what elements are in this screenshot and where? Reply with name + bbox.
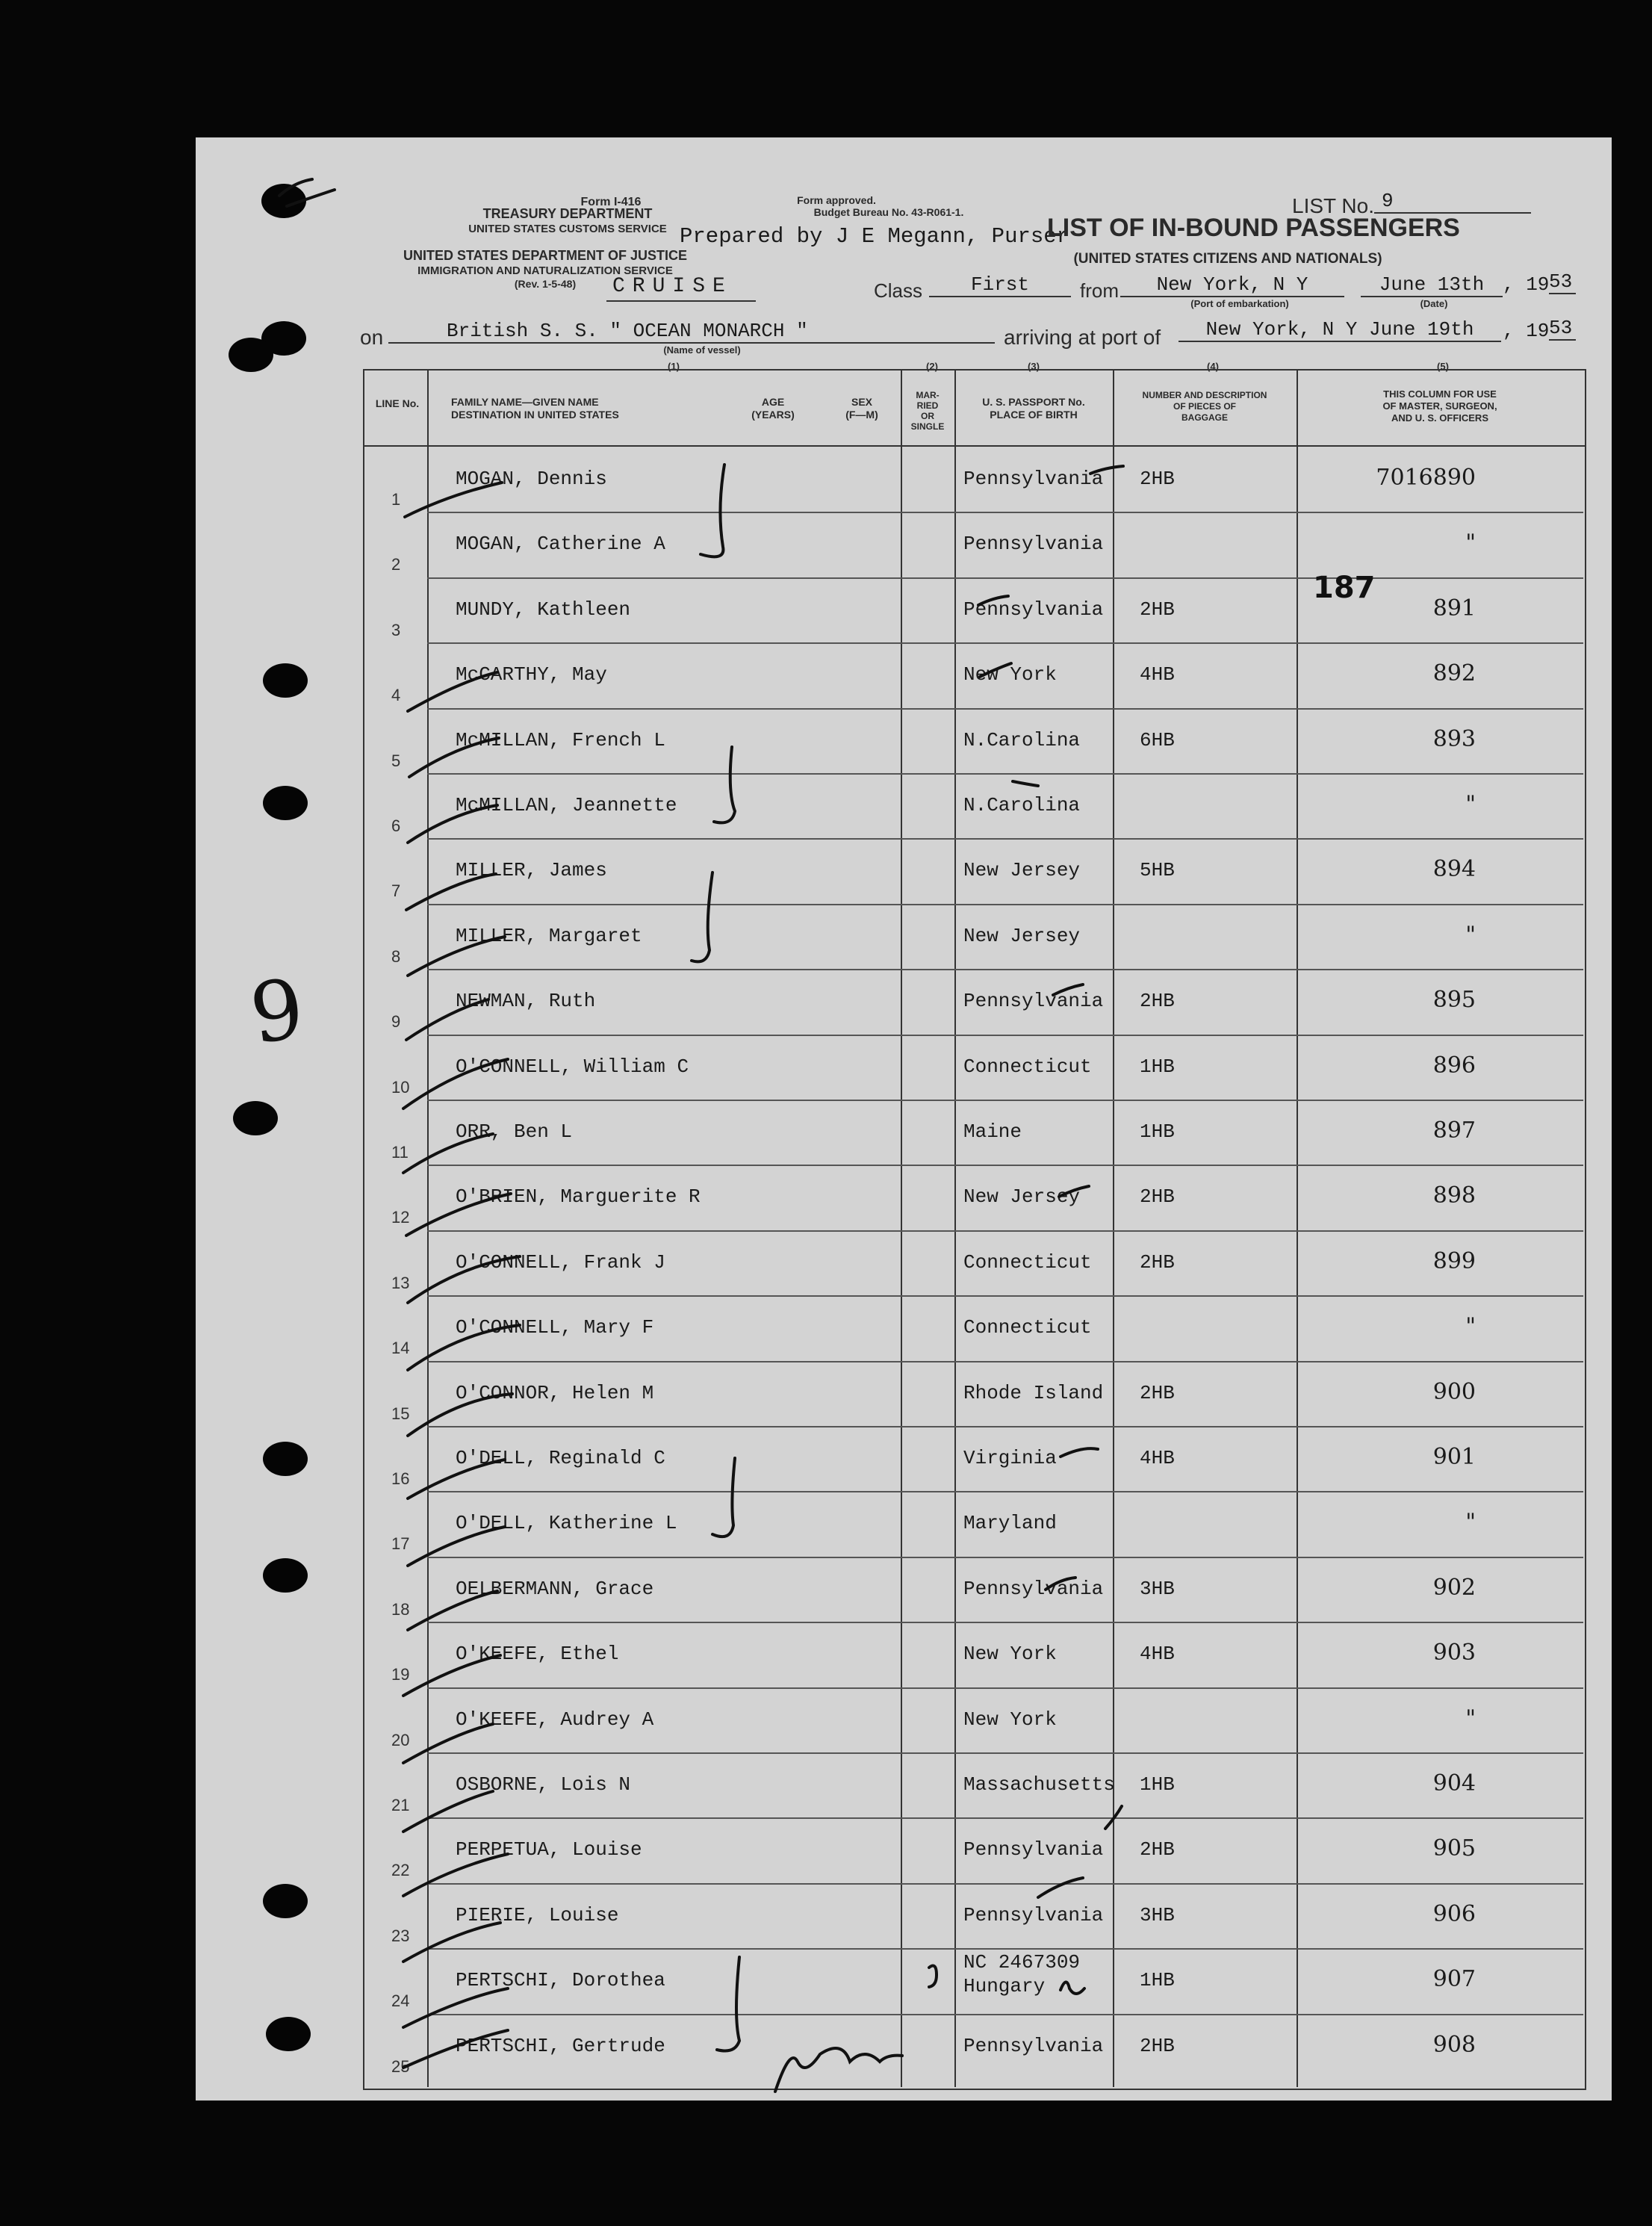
line-number: 12 — [391, 1208, 410, 1227]
table-row — [0, 1557, 1652, 1622]
baggage: 2HB — [1140, 2034, 1175, 2057]
table-row — [0, 1883, 1652, 1948]
baggage: 3HB — [1140, 1903, 1175, 1926]
baggage: 1HB — [1140, 1055, 1175, 1078]
birthplace: Maine — [963, 1120, 1022, 1143]
officer-number: 899 — [1432, 1247, 1476, 1274]
officer-number: " — [1465, 791, 1476, 817]
list-number: 9 — [1374, 190, 1531, 214]
col-number-3: (3) — [1028, 361, 1040, 372]
passenger-name: PERTSCHI, Gertrude — [456, 2034, 665, 2057]
birthplace: New York — [963, 663, 1057, 686]
revision-date: (Rev. 1-5-48) — [514, 278, 577, 290]
passenger-name: PIERIE, Louise — [456, 1903, 619, 1926]
manifest-title: LIST OF IN-BOUND PASSENGERS — [1047, 214, 1460, 242]
passenger-name: MOGAN, Dennis — [456, 468, 607, 490]
baggage: 5HB — [1140, 859, 1175, 882]
budget-bureau: Budget Bureau No. 43-R061-1. — [813, 206, 964, 218]
officer-number: 892 — [1432, 660, 1476, 687]
embarkation-year: 53 — [1549, 270, 1576, 294]
col-number-5: (5) — [1437, 361, 1449, 372]
passenger-name: PERPETUA, Louise — [456, 1838, 642, 1861]
passenger-name: O'CONNOR, Helen M — [456, 1381, 654, 1404]
prepared-by: Prepared by J E Megann, Purser — [680, 224, 1070, 249]
officer-number: 894 — [1432, 856, 1476, 883]
officer-number: 904 — [1432, 1770, 1476, 1796]
passenger-name: O'CONNELL, William C — [456, 1055, 689, 1078]
treasury-dept: TREASURY DEPARTMENT — [482, 206, 653, 221]
table-row — [0, 577, 1652, 642]
birthplace: Pennsylvania — [963, 1577, 1104, 1600]
header-line-no: LINE No. — [375, 397, 420, 409]
line-number: 5 — [391, 751, 401, 770]
officer-number: 898 — [1432, 1182, 1476, 1209]
baggage: 2HB — [1140, 468, 1175, 490]
header-officers: THIS COLUMN FOR USE OF MASTER, SURGEON, AND U. S. OFFICERS — [1382, 388, 1497, 424]
officer-number: 901 — [1432, 1444, 1476, 1470]
birthplace: New York — [963, 1643, 1057, 1666]
punch-hole — [229, 338, 273, 372]
line-number: 10 — [391, 1077, 410, 1097]
birthplace: New York — [963, 1708, 1057, 1731]
baggage: 2HB — [1140, 1381, 1175, 1404]
table-row — [0, 2014, 1652, 2079]
table-row — [0, 1230, 1652, 1295]
officer-number: 906 — [1432, 1900, 1476, 1927]
officer-number: 891 — [1432, 595, 1476, 621]
line-number: 11 — [391, 1143, 409, 1162]
table-row — [0, 1361, 1652, 1426]
line-number: 20 — [391, 1730, 410, 1749]
officer-number: 7016890 — [1376, 465, 1476, 491]
birthplace: New Jersey — [963, 1185, 1081, 1209]
passenger-name: O'BRIEN, Marguerite R — [456, 1185, 701, 1209]
line-number: 22 — [391, 1861, 410, 1880]
officer-number: " — [1465, 530, 1476, 556]
customs-service: UNITED STATES CUSTOMS SERVICE — [468, 223, 667, 235]
vessel-caption: (Name of vessel) — [663, 344, 741, 356]
birthplace: Pennsylvania — [963, 990, 1104, 1013]
officer-number: " — [1465, 921, 1476, 948]
passenger-name: ORR, Ben L — [456, 1120, 573, 1143]
officer-number: 893 — [1432, 725, 1476, 752]
table-row — [0, 1687, 1652, 1752]
line-number: 2 — [391, 555, 401, 574]
col-number-2: (2) — [926, 361, 938, 372]
on-label: on — [360, 326, 384, 349]
birthplace: Pennsylvania — [963, 533, 1104, 556]
birthplace: Connecticut — [963, 1316, 1092, 1339]
table-row — [0, 512, 1652, 577]
list-number-label: LIST No. — [1292, 194, 1374, 217]
justice-dept: UNITED STATES DEPARTMENT OF JUSTICE — [403, 248, 687, 263]
officer-number: 897 — [1432, 1117, 1476, 1144]
class-label: Class — [874, 279, 923, 302]
table-row — [0, 1622, 1652, 1687]
baggage: 2HB — [1140, 1838, 1175, 1861]
embarkation-caption: (Port of embarkation) — [1190, 298, 1289, 309]
officer-number: 907 — [1432, 1966, 1476, 1993]
punch-hole — [261, 184, 306, 218]
line-number: 6 — [391, 816, 401, 835]
passenger-name: McCARTHY, May — [456, 663, 607, 686]
line-number: 25 — [391, 2056, 410, 2076]
page-number-stamp: 187 — [1313, 571, 1376, 605]
baggage: 4HB — [1140, 1447, 1175, 1469]
from-label: from — [1080, 279, 1119, 302]
embarkation-port: New York, N Y — [1120, 273, 1344, 297]
table-row — [0, 838, 1652, 903]
arrival-year: 53 — [1549, 317, 1576, 341]
line-number: 9 — [391, 1012, 401, 1032]
birthplace: N.Carolina — [963, 728, 1081, 751]
header-sex: SEX (F—M) — [845, 396, 878, 421]
birthplace: Rhode Island — [963, 1381, 1104, 1404]
baggage: 2HB — [1140, 598, 1175, 621]
passenger-name: McMILLAN, French L — [456, 728, 665, 751]
passenger-name: MILLER, James — [456, 859, 607, 882]
officer-number: " — [1465, 1509, 1476, 1536]
header-baggage: NUMBER AND DESCRIPTION OF PIECES OF BAGGAGE — [1142, 390, 1267, 423]
passenger-name: O'KEEFE, Ethel — [456, 1643, 619, 1666]
officer-number: 895 — [1432, 987, 1476, 1014]
arrival-port-date: New York, N Y June 19th — [1179, 318, 1501, 342]
vessel-name: British S. S. " OCEAN MONARCH " — [388, 320, 995, 344]
cruise-underline — [606, 300, 756, 302]
arrival-year-prefix: , 19 — [1503, 320, 1550, 342]
birthplace: Maryland — [963, 1512, 1057, 1535]
header-name: FAMILY NAME—GIVEN NAME DESTINATION IN UNITED STATES — [451, 396, 619, 421]
passenger-name: PERTSCHI, Dorothea — [456, 1969, 665, 1992]
line-number: 21 — [391, 1796, 410, 1814]
passenger-name: MILLER, Margaret — [456, 924, 642, 947]
passenger-name: OELBERMANN, Grace — [456, 1577, 654, 1600]
col-number-1: (1) — [668, 361, 680, 372]
line-number: 7 — [391, 881, 401, 901]
header-age: AGE (YEARS) — [751, 396, 795, 421]
col-number-4: (4) — [1207, 361, 1219, 372]
cruise-label: CRUISE — [612, 275, 733, 298]
officer-number: 896 — [1432, 1052, 1476, 1079]
line-number: 15 — [391, 1404, 410, 1423]
line-number: 8 — [391, 946, 401, 966]
birthplace: New Jersey — [963, 859, 1081, 882]
passenger-name: O'CONNELL, Frank J — [456, 1250, 665, 1274]
header-passport: U. S. PASSPORT No. PLACE OF BIRTH — [982, 396, 1085, 421]
birthplace: Pennsylvania — [963, 598, 1104, 621]
birthplace: Massachusetts — [963, 1773, 1115, 1796]
birthplace: Hungary — [963, 1975, 1046, 1998]
table-row — [0, 773, 1652, 838]
officer-number: " — [1465, 1705, 1476, 1731]
line-number: 23 — [391, 1926, 410, 1945]
date-caption: (Date) — [1420, 298, 1448, 309]
ins-service: IMMIGRATION AND NATURALIZATION SERVICE — [417, 264, 673, 277]
passport-number: NC 2467309 — [963, 1951, 1081, 1974]
table-row — [0, 1165, 1652, 1230]
table-row — [0, 1295, 1652, 1360]
form-approved: Form approved. — [797, 194, 876, 206]
passenger-name: NEWMAN, Ruth — [456, 990, 596, 1013]
manifest-subtitle: (UNITED STATES CITIZENS AND NATIONALS) — [1073, 251, 1382, 267]
baggage: 1HB — [1140, 1120, 1175, 1143]
line-number: 18 — [391, 1599, 410, 1619]
birthplace: New Jersey — [963, 924, 1081, 947]
officer-number: 905 — [1432, 1835, 1476, 1862]
table-row — [0, 904, 1652, 969]
embarkation-date: June 13th — [1361, 273, 1503, 297]
baggage: 1HB — [1140, 1773, 1175, 1796]
line-number: 19 — [391, 1665, 410, 1684]
table-row — [0, 1752, 1652, 1817]
line-number: 14 — [391, 1339, 410, 1358]
passenger-name: McMILLAN, Jeannette — [456, 794, 677, 816]
table-row — [0, 1817, 1652, 1882]
baggage: 4HB — [1140, 1643, 1175, 1666]
baggage: 6HB — [1140, 728, 1175, 751]
line-number: 16 — [391, 1469, 410, 1488]
officer-number: 900 — [1432, 1378, 1476, 1405]
line-number: 24 — [391, 1991, 410, 2011]
passenger-name: MUNDY, Kathleen — [456, 598, 631, 621]
birthplace: N.Carolina — [963, 794, 1081, 816]
passenger-name: O'DELL, Katherine L — [456, 1512, 677, 1535]
officer-number: " — [1465, 1313, 1476, 1340]
baggage: 4HB — [1140, 663, 1175, 686]
arriving-label: arriving at port of — [1004, 326, 1161, 349]
year-prefix: , 19 — [1503, 273, 1550, 296]
baggage: 2HB — [1140, 990, 1175, 1013]
baggage: 3HB — [1140, 1577, 1175, 1600]
birthplace: Connecticut — [963, 1250, 1092, 1274]
line-number: 1 — [391, 490, 401, 509]
birthplace: Pennsylvania — [963, 1903, 1104, 1926]
table-row — [0, 447, 1652, 512]
margin-handwritten-mark: 9 — [244, 960, 310, 1063]
table-row — [0, 642, 1652, 707]
class-value: First — [929, 273, 1071, 297]
birthplace: Pennsylvania — [963, 468, 1104, 490]
baggage: 2HB — [1140, 1250, 1175, 1274]
passenger-name: MOGAN, Catherine A — [456, 533, 665, 556]
line-number: 17 — [391, 1534, 410, 1554]
header-married: MAR- RIED OR SINGLE — [910, 390, 945, 432]
line-number: 4 — [391, 686, 401, 705]
officer-number: 902 — [1432, 1574, 1476, 1601]
baggage: 1HB — [1140, 1969, 1175, 1992]
table-row — [0, 1100, 1652, 1165]
birthplace: Virginia — [963, 1447, 1057, 1469]
table-row — [0, 1491, 1652, 1556]
table-row — [0, 708, 1652, 773]
birthplace: Pennsylvania — [963, 1838, 1104, 1861]
passenger-name: O'DELL, Reginald C — [456, 1447, 665, 1469]
form-number: Form I-416 — [580, 196, 642, 208]
line-number: 13 — [391, 1273, 410, 1292]
line-number: 3 — [391, 620, 401, 639]
table-row — [0, 1426, 1652, 1491]
officer-number: 908 — [1432, 2031, 1476, 2058]
passenger-name: OSBORNE, Lois N — [456, 1773, 631, 1796]
table-row — [0, 1948, 1652, 2013]
table-row — [0, 1035, 1652, 1100]
passenger-name: O'KEEFE, Audrey A — [456, 1708, 654, 1731]
birthplace: Connecticut — [963, 1055, 1092, 1078]
officer-number: 903 — [1432, 1640, 1476, 1667]
birthplace: Pennsylvania — [963, 2034, 1104, 2057]
passenger-name: O'CONNELL, Mary F — [456, 1316, 654, 1339]
baggage: 2HB — [1140, 1185, 1175, 1209]
